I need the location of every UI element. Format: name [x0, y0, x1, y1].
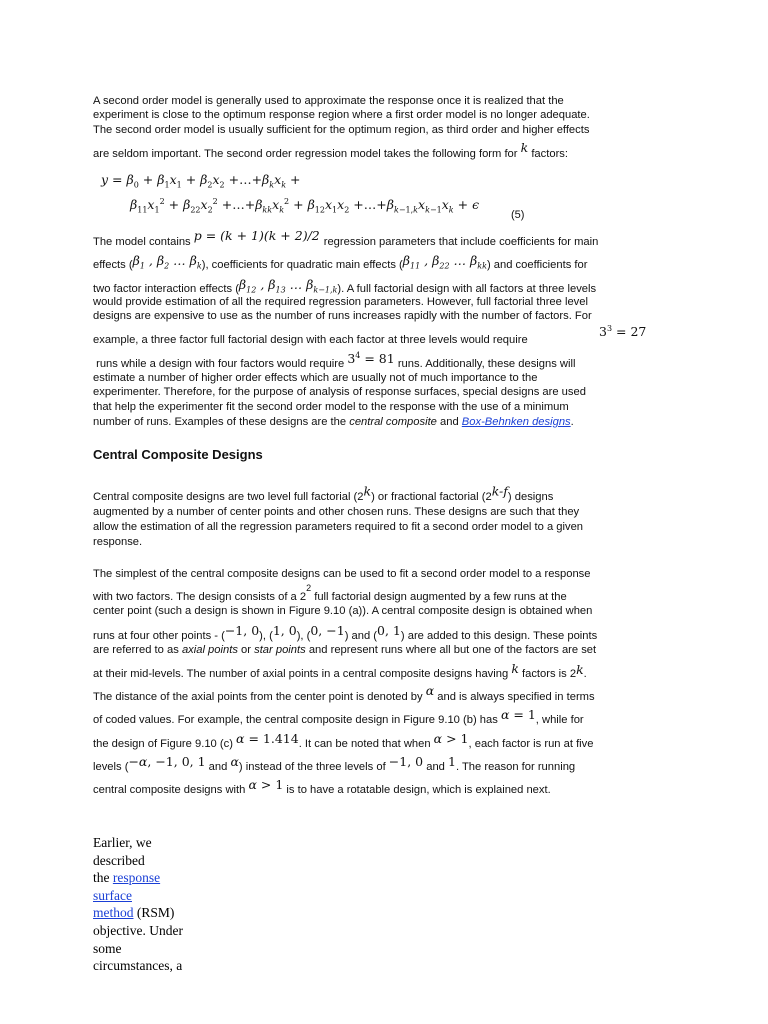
intro-line-2: experiment is close to the optimum response region where a first order model is no longer adequate.	[93, 109, 590, 121]
ccd2-line-9: the design of Figure 9.10 (c) α = 1.414. It can be noted that when α > 1, each factor is run at five	[93, 731, 594, 750]
response-surface-link-part-3[interactable]: method	[93, 905, 134, 921]
intro-line-3: The second order model is usually sufficient for the optimum region, as third order and higher effects	[93, 124, 590, 136]
box-behnken-link[interactable]: Box-Behnken designs	[461, 416, 571, 428]
model-line-2: effects ($\beta_1$ , $\beta_2$ … $\beta_k$), coefficients for quadratic main effects ($\beta_{11}$ , $\beta_{22}$ … $\beta_{kk}$) and coefficients for	[93, 253, 588, 271]
serif-line: circumstances, a	[93, 958, 183, 974]
ccd2-line-5: are referred to as axial points or star points and represent runs where all but one of the factors are set	[93, 644, 597, 656]
response-surface-link-part-2[interactable]: surface	[93, 887, 132, 903]
ccd2-line-3: center point (such a design is shown in Figure 9.10 (a)). A central composite design is obtained when	[93, 605, 593, 617]
model-line-6: example, a three factor full factorial design with each factor at three levels would require $3^3 = 27$	[93, 323, 647, 346]
ccd1-line-2: augmented by a number of center points and other chosen runs. These designs are such that they	[93, 506, 580, 518]
model-line-10: that help the experimenter fit the second order model to the response with the use of a minimum	[93, 401, 569, 413]
intro-line-4: are seldom important. The second order regression model takes the following form for k factors:	[93, 140, 568, 160]
serif-line: the response	[93, 870, 161, 886]
ccd2-line-1: The simplest of the central composite designs can be used to fit a second order model to a response	[93, 568, 591, 580]
ccd2-line-10: levels (−α, −1, 0, 1 and α) instead of the three levels of −1, 0 and 1. The reason for running	[93, 754, 576, 773]
serif-text-column	[93, 834, 203, 975]
model-line-8: estimate a number of higher order effects which are usually not of much importance to the	[93, 372, 538, 384]
model-line-7: runs while a design with four factors would require $3^4 = 81$ runs. Additionally, these designs will	[96, 350, 576, 370]
model-line-11: number of runs. Examples of these designs are the central composite and Box-Behnken designs.	[93, 416, 574, 428]
serif-line: some	[93, 940, 122, 956]
model-line-5: designs are expensive to use as the number of runs increases rapidly with the number of factors. For	[93, 310, 592, 322]
ccd2-line-4: runs at four other points - (−1, 0), (1, 0), (0, −1) and (0, 1) are added to this design. These points	[93, 623, 598, 642]
ccd1-line-3: allow the estimation of all the regression parameters required to fit a second order model to a given	[93, 521, 584, 533]
ccd2-line-7: The distance of the axial points from the center point is denoted by α and is always specified in terms	[93, 683, 595, 703]
serif-line: Earlier, we	[93, 835, 152, 850]
serif-line: objective. Under	[93, 922, 183, 938]
section-heading: Central Composite Designs	[93, 447, 263, 462]
model-line-1: The model contains p = (k + 1)(k + 2)/2 regression parameters that include coefficients for main	[93, 228, 599, 248]
model-line-4: would provide estimation of all the required regression parameters. However, full factorial three level	[93, 296, 588, 308]
ccd2-line-8: of coded values. For example, the central composite design in Figure 9.10 (b) has α = 1, while for	[93, 707, 584, 726]
response-surface-link-part-1[interactable]: response	[112, 870, 161, 886]
ccd2-line-6: at their mid-levels. The number of axial points in a central composite designs having k factors is 2k.	[93, 661, 587, 680]
ccd2-line-2: with two factors. The design consists of a $2^2$ full factorial design augmented by a few runs at the	[93, 583, 567, 603]
serif-line	[93, 887, 203, 905]
model-line-9: experimenter. Therefore, for the purpose of analysis of response surfaces, special designs are used	[93, 386, 586, 398]
serif-line: method (RSM)	[93, 905, 175, 921]
ccd2-line-11: central composite designs with α > 1 is to have a rotatable design, which is explained next.	[93, 777, 551, 796]
intro-line-1: A second order model is generally used to approximate the response once it is realized that the	[93, 95, 564, 107]
equation-line-2: $\beta_{11}x_1^2 + \beta_{22}x_2^2$ $+\dots+\beta_{kk}x_k^2 + \beta_{12}x_1x_2$ $+\dots+\beta_{k-1,k}x_{k-1}x_k + \epsilon$	[130, 196, 480, 215]
serif-line: described	[93, 852, 145, 868]
equation-line-1: $y = \beta_0 + \beta_1x_1 + \beta_2x_2$ $+\dots+\beta_kx_k$ +	[101, 172, 301, 190]
ccd1-line-4: response.	[93, 536, 143, 548]
ccd1-line-1: Central composite designs are two level full factorial (2$^k$) or fractional factorial (2$^{k-f}$) designs	[93, 483, 554, 503]
model-line-3: two factor interaction effects ($\beta_{12}$ , $\beta_{13}$ … $\beta_{k-1,k}$). A full factorial design with all factors at three levels	[93, 277, 597, 295]
equation-number: (5)	[511, 209, 525, 221]
